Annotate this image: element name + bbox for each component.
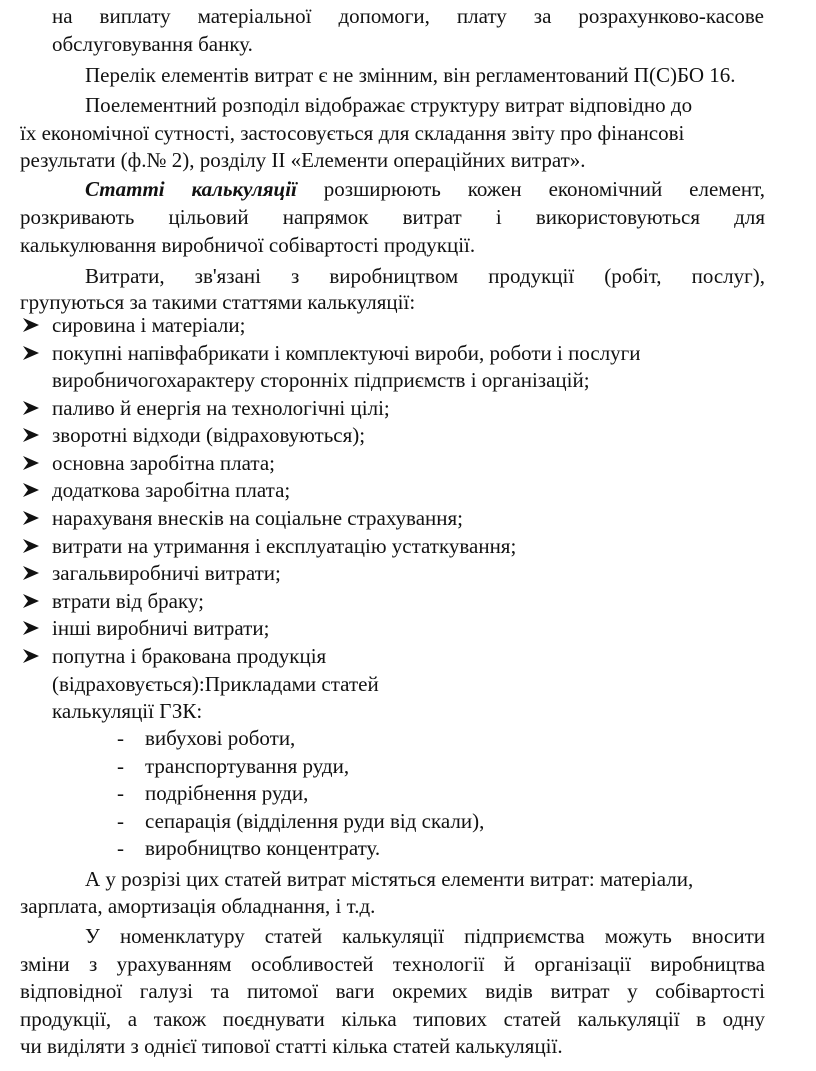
arrow-bullet-icon <box>22 532 44 560</box>
paragraph-line: розкривають цільовий напрямок витрат і використовуються для <box>20 205 765 229</box>
paragraph-line: результати (ф.№ 2), розділу II «Елементи операційних витрат». <box>20 148 586 172</box>
arrow-bullet-icon <box>22 394 44 422</box>
term-cost-items: Статті калькуляції <box>85 177 297 201</box>
list-item: зворотні відходи (відраховуються); <box>52 423 366 447</box>
paragraph-line <box>85 175 765 203</box>
list-item: основна заробітна плата; <box>52 451 276 475</box>
arrow-bullet-icon <box>22 559 44 587</box>
list-item: паливо й енергія на технологічні цілі; <box>52 396 390 420</box>
paragraph-line: групуються за такими статтями калькуляції: <box>20 290 416 314</box>
paragraph-line: їх економічної сутності, застосовується для складання звіту про фінансові <box>20 121 685 145</box>
list-item: інші виробничі витрати; <box>52 616 270 640</box>
dash-marker: - <box>117 781 124 805</box>
paragraph-line: продукції, а також поєднувати кілька типових статей калькуляції в одну <box>20 1007 765 1031</box>
paragraph-line: Перелік елементів витрат є не змінним, він регламентований П(С)БО 16. <box>85 63 736 87</box>
dash-marker: - <box>117 754 124 778</box>
arrow-bullet-icon <box>22 476 44 504</box>
list-item: виробництво концентрату. <box>145 836 381 860</box>
list-item-continuation: виробничогохарактеру сторонніх підприємств і організацій; <box>52 368 590 392</box>
list-item: подрібнення руди, <box>145 781 309 805</box>
list-item: додаткова заробітна плата; <box>52 478 291 502</box>
paragraph-line: калькулювання виробничої собівартості продукції. <box>20 233 476 257</box>
paragraph-line: У номенклатуру статей калькуляції підприємства можуть вносити <box>85 924 765 948</box>
list-item: вибухові роботи, <box>145 726 296 750</box>
list-item: транспортування руди, <box>145 754 350 778</box>
paragraph-line: чи виділяти з однієї типової статті кілька статей калькуляції. <box>20 1034 563 1058</box>
list-item: попутна і бракована продукція <box>52 644 327 668</box>
paragraph-text: розширюють кожен економічний елемент, <box>323 177 765 201</box>
list-item: втрати від браку; <box>52 589 204 613</box>
paragraph-line: Витрати, зв'язані з виробництвом продукції (робіт, послуг), <box>85 264 765 288</box>
list-item: сепарація (відділення руди від скали), <box>145 809 485 833</box>
paragraph-line: обслуговування банку. <box>52 32 253 56</box>
arrow-bullet-icon <box>22 504 44 532</box>
paragraph-line: на виплату матеріальної допомоги, плату за розрахунково-касове <box>52 4 764 28</box>
list-item: витрати на утримання і експлуатацію устаткування; <box>52 534 517 558</box>
paragraph-line: Поелементний розподіл відображає структуру витрат відповідно до <box>85 93 693 117</box>
paragraph-line: зміни з урахуванням особливостей технології й організації виробництва <box>20 952 765 976</box>
dash-marker: - <box>117 809 124 833</box>
list-item: загальвиробничі витрати; <box>52 561 281 585</box>
list-item: сировина і матеріали; <box>52 313 246 337</box>
dash-marker: - <box>117 836 124 860</box>
dash-marker: - <box>117 726 124 750</box>
arrow-bullet-icon <box>22 587 44 615</box>
list-item-continuation: калькуляції ГЗК: <box>52 699 203 723</box>
list-item: покупні напівфабрикати і комплектуючі вироби, роботи і послуги <box>52 341 641 365</box>
arrow-bullet-icon <box>22 339 44 367</box>
paragraph-line: А у розрізі цих статей витрат містяться елементи витрат: матеріали, <box>85 867 694 891</box>
list-item-continuation: (відраховується):Прикладами статей <box>52 672 379 696</box>
list-item: нарахуваня внесків на соціальне страхування; <box>52 506 463 530</box>
arrow-bullet-icon <box>22 614 44 642</box>
arrow-bullet-icon <box>22 642 44 670</box>
arrow-bullet-icon <box>22 449 44 477</box>
arrow-bullet-icon <box>22 421 44 449</box>
arrow-bullet-icon <box>22 311 44 339</box>
paragraph-line: зарплата, амортизація обладнання, і т.д. <box>20 894 376 918</box>
paragraph-line: відповідної галузі та питомої ваги окремих видів витрат у собівартості <box>20 979 765 1003</box>
